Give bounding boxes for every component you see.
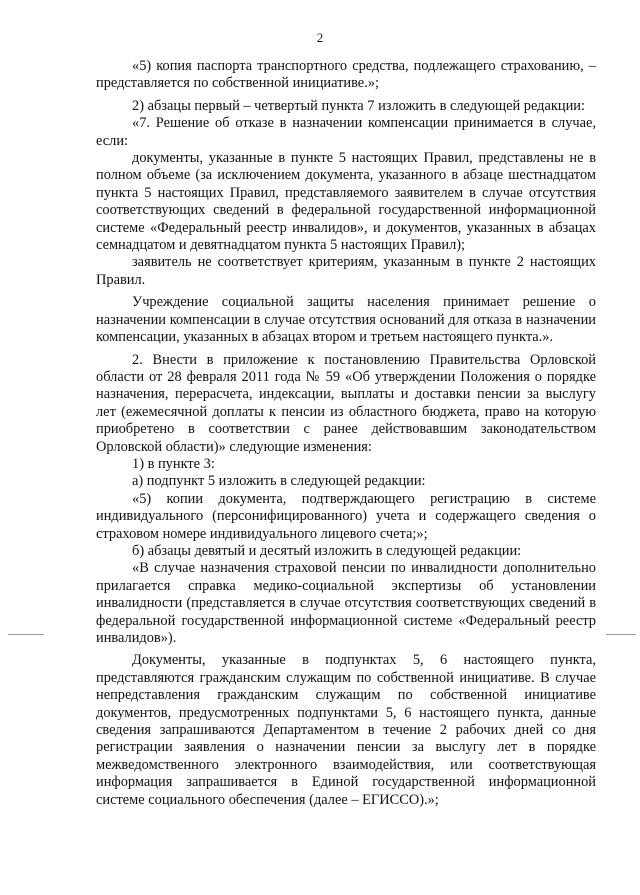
scan-artifact-line-left xyxy=(8,634,44,635)
paragraph-7: 2. Внести в приложение к постановлению Правительства Орловской области от 28 февраля 2011 года № 59 «Об утверждении Положения о порядке назначения, перерасчета, индексации, выплаты и доставки пенсии за выслугу лет (ежемесячной доплаты к пенсии из областного бюджета, право на которую приобретено в соответствии с ранее действовавшим законодательством Орловской области)» следующие изменения: xyxy=(96,351,596,455)
paragraph-8: 1) в пункте 3: xyxy=(132,455,215,472)
paragraph-6: Учреждение социальной защиты населения принимает решение о назначении компенсации в случае отсутствия оснований для отказа в назначении компенсации, указанных в абзацах втором и третьем настоящего пункта.». xyxy=(96,294,596,346)
scan-artifact-line-right xyxy=(606,634,636,635)
paragraph-2: 2) абзацы первый – четвертый пункта 7 изложить в следующей редакции: xyxy=(132,97,585,114)
paragraph-13: Документы, указанные в подпунктах 5, 6 настоящего пункта, представляются гражданским служащим по собственной инициативе. В случае непредставления гражданским служащим по собственной инициативе документов, предусмотренных подпунктами 5, 6 настоящего пункта, данные сведения запрашиваются Департаментом в течение 2 рабочих дней со дня регистрации заявления о назначении пенсии за выслугу лет в порядке межведомственного электронного взаимодействия, или соответствующая информация запрашивается в Единой государственной информационной системе социального обеспечения (далее – ЕГИССО).»; xyxy=(96,652,596,808)
paragraph-11: б) абзацы девятый и десятый изложить в следующей редакции: xyxy=(132,542,522,559)
paragraph-4: документы, указанные в пункте 5 настоящих Правил, представлены не в полном объеме (за исключением документа, указанного в абзаце шестнадцатом пункта 5 настоящих Правил, представляемого заявителем в случае отсутствия соответствующих сведений в федеральной государственной информационной системе «Федеральный реестр инвалидов», и документов, указанных в абзацах семнадцатом и девятнадцатом пункта 5 настоящих Правил); xyxy=(96,150,596,254)
paragraph-3: «7. Решение об отказе в назначении компенсации принимается в случае, если: xyxy=(96,115,596,149)
document-body xyxy=(96,58,596,809)
paragraph-9: а) подпункт 5 изложить в следующей редакции: xyxy=(132,473,426,490)
page-number: 2 xyxy=(316,30,324,45)
paragraph-1: «5) копия паспорта транспортного средства, подлежащего страхованию, – представляется по собственной инициативе.»; xyxy=(96,58,596,92)
paragraph-10: «5) копии документа, подтверждающего регистрацию в системе индивидуального (персонифицированного) учета и содержащего сведения о страховом номере индивидуального лицевого счета;»; xyxy=(96,490,596,542)
paragraph-5: заявитель не соответствует критериям, указанным в пункте 2 настоящих Правил. xyxy=(96,254,596,288)
paragraph-12: «В случае назначения страховой пенсии по инвалидности дополнительно прилагается справка медико-социальной экспертизы об установлении инвалидности (представляется в случае отсутствия соответствующих сведений в федеральной государственной информационной системе «Федеральный реестр инвалидов»). xyxy=(96,560,596,646)
